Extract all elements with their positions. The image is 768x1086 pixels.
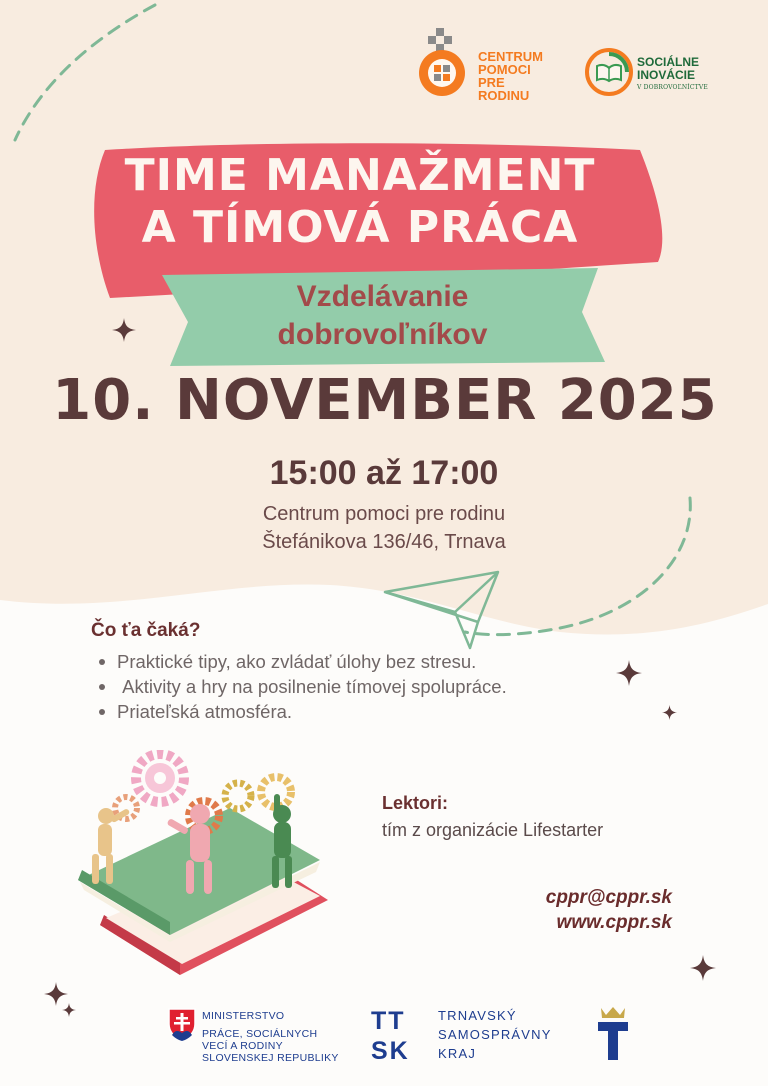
subtitle-line-2: dobrovoľníkov	[277, 318, 488, 351]
slovak-coat-of-arms-icon	[168, 1008, 196, 1042]
sparkle-icon	[616, 660, 642, 686]
cppr-logo-line: RODINU	[478, 88, 530, 103]
list-item	[97, 650, 577, 673]
socialne-inovacie-logo-text	[637, 56, 747, 82]
ttsk-logo-mark	[371, 1006, 431, 1066]
ttsk-logo-text	[438, 1006, 578, 1063]
cppr-cross-logo-icon	[412, 28, 474, 98]
ttsk-line: KRAJ	[438, 1046, 477, 1061]
ttsk-mark-bottom: SK	[371, 1037, 410, 1065]
event-subtitle	[160, 278, 605, 354]
list-item	[97, 700, 577, 723]
teamwork-books-illustration	[70, 750, 340, 980]
program-list	[97, 650, 577, 725]
ministry-line: PRÁCE, SOCIÁLNYCH	[202, 1028, 318, 1040]
program-heading: Čo ťa čaká?	[91, 620, 201, 641]
title-line-2: A TÍMOVÁ PRÁCA	[141, 202, 579, 253]
si-logo-line: INOVÁCIE	[637, 68, 696, 82]
event-date: 10. NOVEMBER 2025	[52, 368, 718, 433]
event-time: 15:00 až 17:00	[269, 454, 499, 492]
event-title	[95, 150, 625, 254]
open-book-logo-icon	[585, 48, 633, 96]
list-item-text: Priateľská atmosféra.	[117, 701, 293, 722]
ministry-logo-text	[202, 1010, 362, 1064]
ttsk-line: SAMOSPRÁVNY	[438, 1027, 552, 1042]
lecturers-text: tím z organizácie Lifestarter	[382, 820, 604, 840]
subtitle-line-1: Vzdelávanie	[296, 280, 469, 313]
ministry-line: MINISTERSTVO	[202, 1010, 285, 1022]
venue-address: Štefánikova 136/46, Trnava	[262, 531, 506, 553]
venue-name: Centrum pomoci pre rodinu	[262, 503, 506, 525]
contact-email-link[interactable]: cppr@cppr.sk	[545, 887, 672, 908]
cppr-logo-text	[478, 50, 578, 102]
ministry-line: SLOVENSKEJ REPUBLIKY	[202, 1052, 339, 1064]
list-item-text: Aktivity a hry na posilnenie tímovej spolupráce.	[117, 676, 507, 697]
sparkle-icon	[662, 705, 677, 720]
lecturers-heading: Lektori:	[382, 793, 449, 813]
trnava-crown-t-icon	[596, 1006, 630, 1062]
cppr-logo-line: CENTRUM	[478, 49, 543, 64]
event-venue	[160, 500, 608, 556]
title-line-1: TIME MANAŽMENT	[124, 150, 596, 201]
list-item	[97, 675, 507, 698]
si-logo-subtext: V DOBROVOĽNÍCTVE	[637, 84, 708, 91]
ttsk-mark-top: TT	[371, 1007, 406, 1035]
bullet-icon	[99, 684, 105, 690]
si-logo-line: SOCIÁLNE	[637, 55, 700, 69]
bullet-icon	[99, 659, 105, 665]
contact-website-link[interactable]: www.cppr.sk	[556, 912, 672, 933]
ministry-line: VECÍ A RODINY	[202, 1040, 283, 1052]
sparkle-icon	[690, 955, 716, 981]
sparkle-icon	[62, 1003, 76, 1017]
sparkle-icon	[112, 318, 136, 342]
list-item-text: Praktické tipy, ako zvládať úlohy bez stresu.	[117, 651, 477, 672]
cppr-logo-line: POMOCI	[478, 62, 531, 77]
bullet-icon	[99, 709, 105, 715]
ttsk-line: TRNAVSKÝ	[438, 1008, 517, 1023]
cppr-logo-line: PRE	[478, 75, 505, 90]
